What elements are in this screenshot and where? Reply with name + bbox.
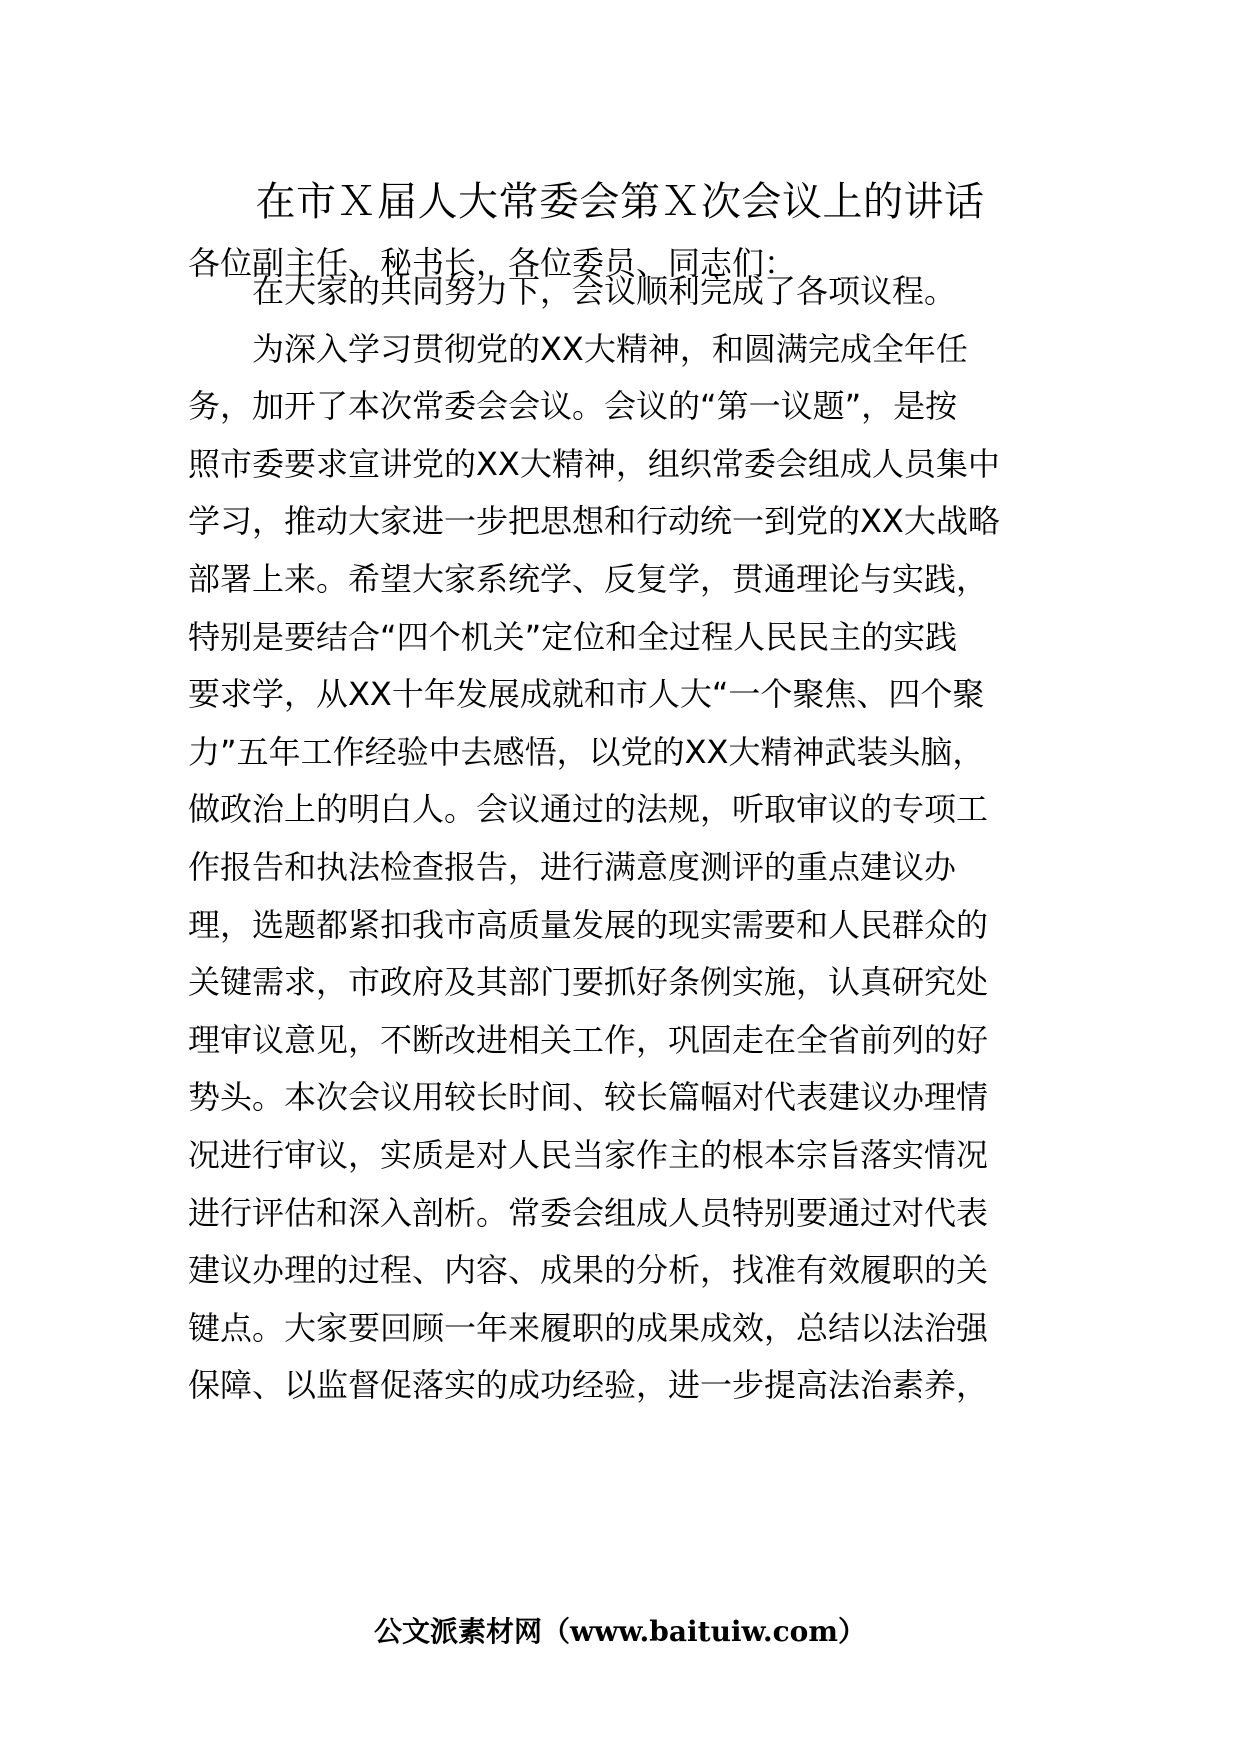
salutation: 各位副主任、秘书长，各位委员、同志们： xyxy=(188,244,797,282)
body-line: 保障、以监督促落实的成功经验，进一步提高法治素养， xyxy=(188,1366,989,1405)
body-line: 照市委要求宣讲党的XX大精神，组织常委会组成人员集中 xyxy=(188,444,1000,483)
body-line: 理审议意见，不断改进相关工作，巩固走在全省前列的好 xyxy=(188,1020,989,1059)
body-line: 键点。大家要回顾一年来履职的成果成效，总结以法治强 xyxy=(188,1308,989,1347)
body-line: 理，选题都紧扣我市高质量发展的现实需要和人民群众的 xyxy=(188,905,989,944)
body-line: 力”五年工作经验中去感悟，以党的XX大精神武装头脑， xyxy=(188,732,985,771)
body-line: 务，加开了本次常委会会议。会议的“第一议题”，是按 xyxy=(188,387,958,426)
body-line: 况进行审议，实质是对人民当家作主的根本宗旨落实情况 xyxy=(188,1136,989,1174)
document-title: 在市Ｘ届人大常委会第Ｘ次会议上的讲话 xyxy=(255,179,985,225)
body-line: 做政治上的明白人。会议通过的法规，听取审议的专项工 xyxy=(188,790,989,829)
footer-watermark: 公文派素材网（www.baituiw.com） xyxy=(374,1615,866,1648)
body-line: 在大家的共同努力下，会议顺利完成了各项议程。 xyxy=(252,272,957,310)
body-line: 要求学，从XX十年发展成就和市人大“一个聚焦、四个聚 xyxy=(188,675,985,714)
body-line: 特别是要结合“四个机关”定位和全过程人民民主的实践 xyxy=(188,617,958,656)
body-line: 作报告和执法检查报告，进行满意度测评的重点建议办 xyxy=(188,848,957,886)
body-line: 进行评估和深入剖析。常委会组成人员特别要通过对代表 xyxy=(188,1193,989,1232)
body-line: 部署上来。希望大家系统学、反复学，贯通理论与实践， xyxy=(188,560,989,598)
body-line: 学习，推动大家进一步把思想和行动统一到党的XX大战略 xyxy=(188,502,1000,541)
body-line: 为深入学习贯彻党的XX大精神，和圆满完成全年任 xyxy=(252,329,968,368)
body-line: 势头。本次会议用较长时间、较长篇幅对代表建议办理情 xyxy=(188,1078,989,1117)
body-line: 关键需求，市政府及其部门要抓好条例实施，认真研究处 xyxy=(188,963,989,1002)
body-line: 建议办理的过程、内容、成果的分析，找准有效履职的关 xyxy=(188,1251,989,1290)
